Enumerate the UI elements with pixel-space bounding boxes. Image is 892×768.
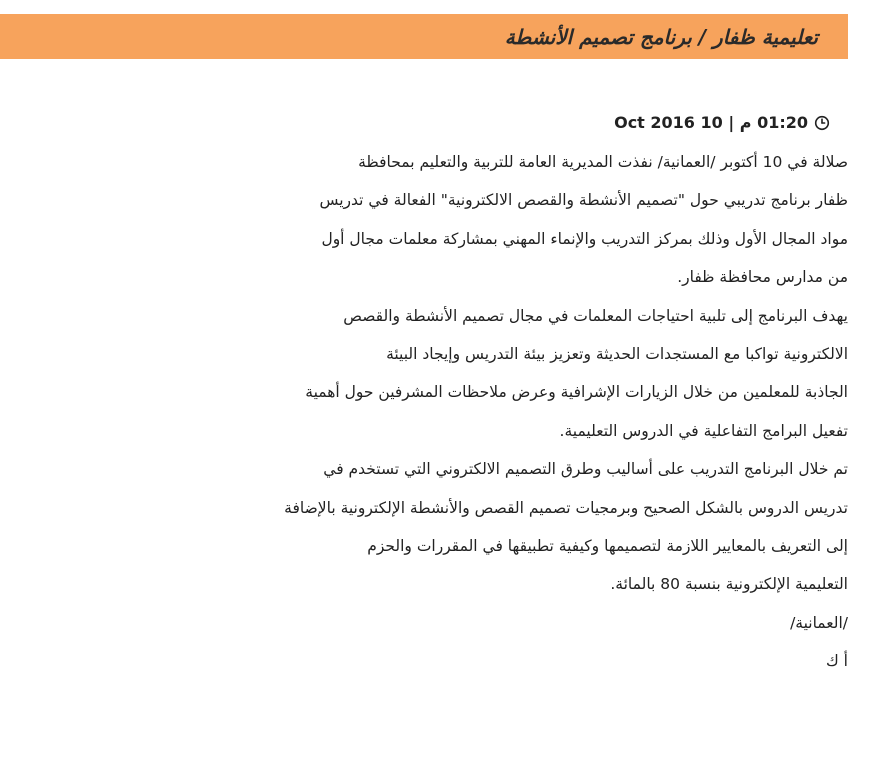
article-line: مواد المجال الأول وذلك بمركز التدريب والإنماء المهني بمشاركة معلمات مجال أول bbox=[321, 229, 848, 248]
article-paragraph bbox=[138, 297, 848, 451]
article-author-initials bbox=[138, 642, 848, 680]
article-line: تدريس الدروس بالشكل الصحيح وبرمجيات تصميم القصص والأنشطة الإلكترونية بالإضافة bbox=[284, 498, 848, 517]
article-line: التعليمية الإلكترونية بنسبة 80 بالمائة. bbox=[610, 575, 848, 594]
article-header-bar bbox=[0, 14, 848, 59]
article-line: من مدارس محافظة ظفار. bbox=[677, 268, 848, 287]
article-meta bbox=[614, 113, 830, 132]
article-line: تفعيل البرامج التفاعلية في الدروس التعليمية. bbox=[559, 421, 848, 440]
clock-icon bbox=[814, 115, 830, 131]
article-line: الالكترونية تواكبا مع المستجدات الحديثة وتعزيز بيئة التدريس وإيجاد البيئة bbox=[386, 345, 848, 364]
article-line: تم خلال البرنامج التدريب على أساليب وطرق التصميم الالكتروني التي تستخدم في bbox=[323, 460, 848, 479]
article-line: ظفار برنامج تدريبي حول "تصميم الأنشطة والقصص الالكترونية" الفعالة في تدريس bbox=[319, 191, 848, 210]
initials-line: أ ك bbox=[825, 652, 848, 671]
article-line: إلى التعريف بالمعايير اللازمة لتصميمها وكيفية تطبيقها في المقررات والحزم bbox=[367, 537, 848, 556]
source-line: /العمانية/ bbox=[790, 613, 848, 632]
publish-timestamp: 01:20 م | 10 Oct 2016 bbox=[614, 113, 808, 132]
article-line: يهدف البرنامج إلى تلبية احتياجات المعلمات في مجال تصميم الأنشطة والقصص bbox=[343, 306, 848, 325]
article-title: تعليمية ظفار / برنامج تصميم الأنشطة bbox=[504, 24, 818, 49]
article-source bbox=[138, 604, 848, 642]
article-paragraph bbox=[138, 143, 848, 297]
article-line: الجاذبة للمعلمين من خلال الزيارات الإشرافية وعرض ملاحظات المشرفين حول أهمية bbox=[305, 383, 848, 402]
article-line: صلالة في 10 أكتوبر /العمانية/ نفذت المديرية العامة للتربية والتعليم بمحافظة bbox=[358, 153, 848, 171]
article-paragraph bbox=[138, 450, 848, 604]
article-body bbox=[138, 143, 848, 681]
